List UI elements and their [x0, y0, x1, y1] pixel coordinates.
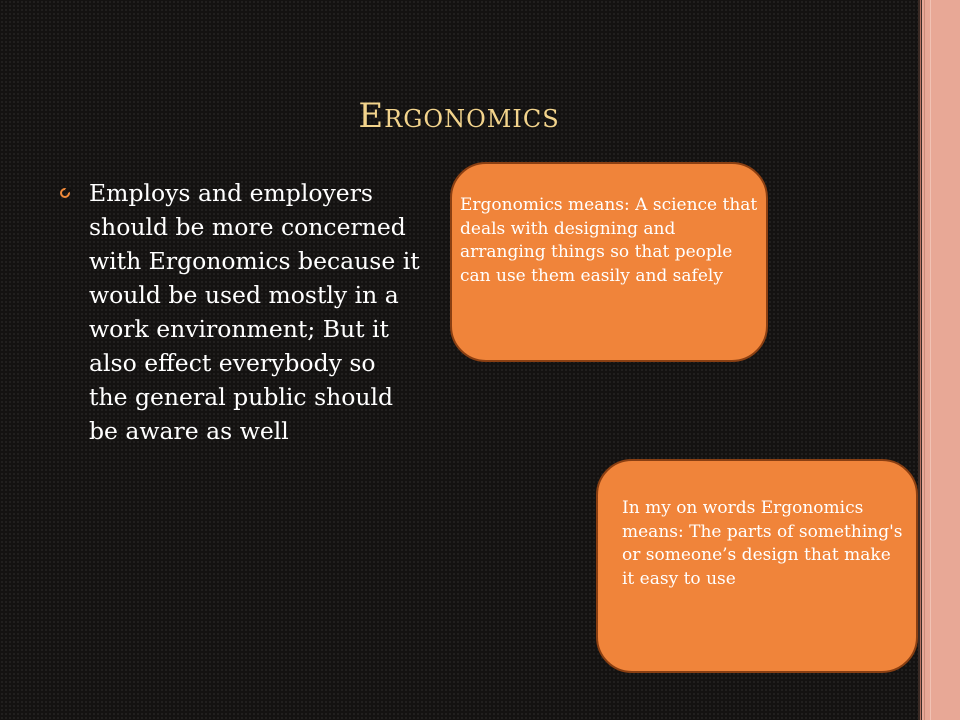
definition-callout-text: Ergonomics means: A science that deals with designing and arranging things so that people can use them easily and safely [460, 195, 758, 286]
slide-side-border [918, 0, 960, 720]
definition-callout [450, 162, 768, 362]
bullet-circle-icon [60, 188, 70, 198]
slide-title: Ergonomics [358, 96, 560, 136]
bullet-text: Employs and employers should be more concerned with Ergonomics because it would be used mostly in a work environment; But it also effect everybody so the general public should be aware as well [89, 179, 420, 445]
own-words-callout [596, 459, 918, 673]
own-words-callout-text: In my on words Ergonomics means: The parts of something's or someone’s design that make it easy to use [622, 498, 903, 589]
bullet-list [60, 176, 420, 448]
